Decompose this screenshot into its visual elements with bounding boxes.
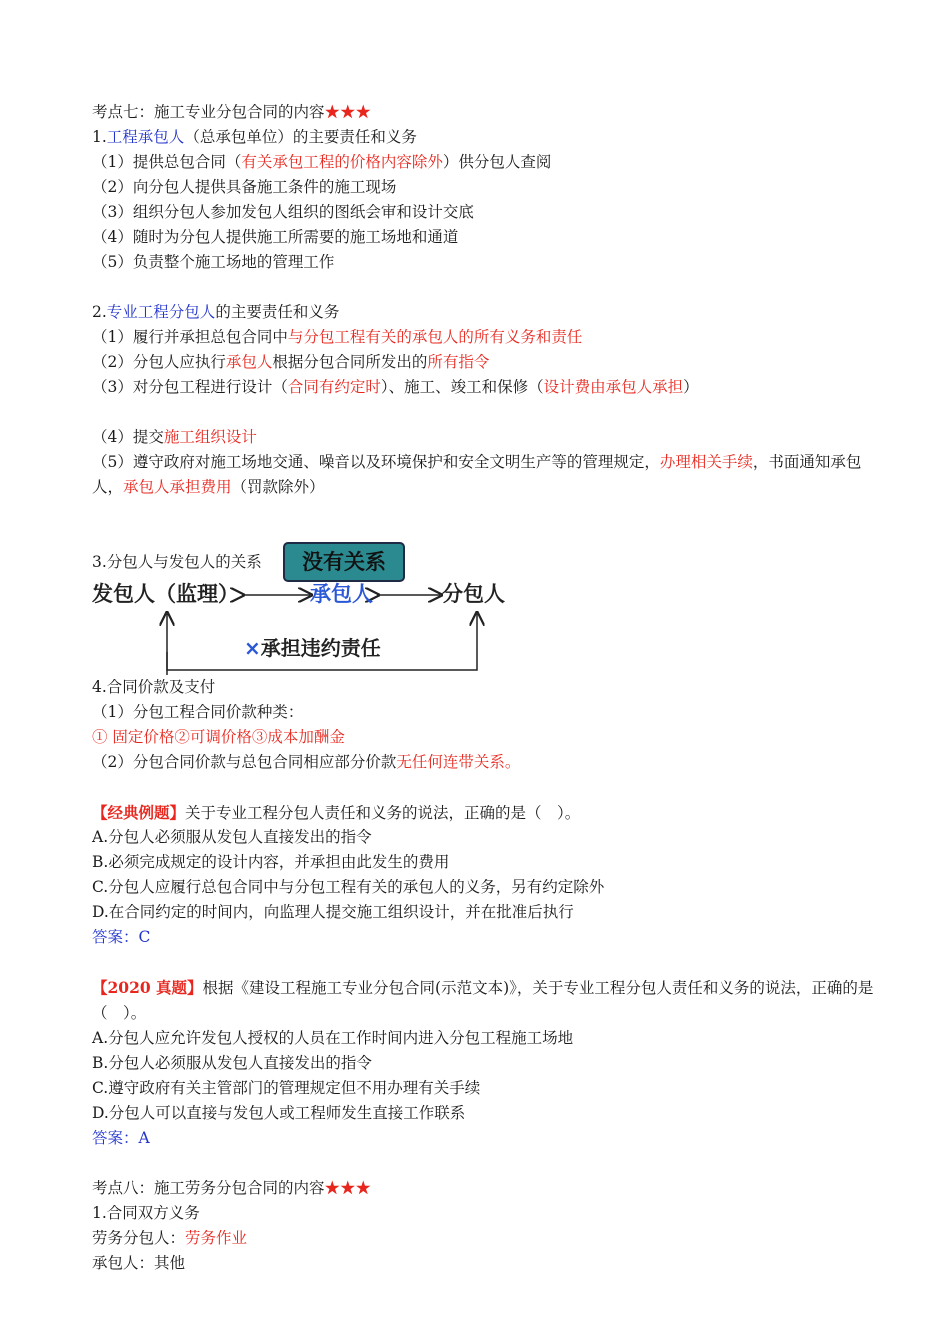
text: （2）分包合同价款与总包合同相应部分价款 (92, 753, 397, 771)
heading-subcontractor-duties (92, 300, 892, 325)
highlight-text: 无任何连带关系。 (396, 753, 521, 771)
example-tag: 【经典例题】 (92, 803, 186, 822)
duty-item: （3）组织分包人参加发包人组织的图纸会审和设计交底 (92, 203, 474, 221)
heading-number: 1. (92, 128, 107, 146)
example-question (92, 800, 892, 825)
text: （3）对分包工程进行设计（ (92, 378, 288, 396)
node-contractor: 承包人 (310, 582, 373, 606)
highlight-text: 承包人承担费用 (123, 478, 232, 496)
text: ） (683, 378, 699, 396)
node-employer: 发包人（监理） (92, 582, 239, 606)
highlight-text: 劳务作业 (185, 1229, 248, 1247)
text: （罚款除外） (231, 478, 325, 496)
bottom-label (244, 635, 381, 661)
star-rating: ★★★ (324, 103, 372, 121)
payment-item: （1）分包工程合同价款种类： (92, 703, 304, 721)
option-c: C.分包人应履行总包合同中与分包工程有关的承包人的义务，另有约定除外 (92, 878, 605, 896)
question-text: 根据《建设工程施工专业分包合同(示范文本)》，关于专业工程分包人责任和义务的说法，正确的是（ ）。 (92, 979, 874, 1022)
exam-question (92, 975, 892, 1026)
highlight-text: 有关承包工程的价格内容除外 (241, 153, 443, 171)
text: 劳务分包人： (92, 1229, 186, 1247)
spacer (92, 275, 892, 300)
heading-obligations: 1.合同双方义务 (92, 1204, 200, 1222)
text: （2）分包人应执行 (92, 353, 226, 371)
no-relation-box: 没有关系 (283, 542, 405, 582)
question-text: 关于专业工程分包人责任和义务的说法，正确的是（ ）。 (185, 804, 581, 822)
duty-item: （2）向分包人提供具备施工条件的施工现场 (92, 178, 397, 196)
highlight-text: 施工组织设计 (163, 428, 257, 446)
payment-types: ① 固定价格②可调价格③成本加酬金 (92, 728, 345, 746)
highlight-text: 合同有约定时 (287, 378, 381, 396)
relationship-diagram (92, 550, 892, 675)
text: ）供分包人查阅 (442, 153, 552, 171)
section-8-title (92, 1176, 892, 1201)
duty-item (92, 450, 892, 500)
spacer (92, 1151, 892, 1176)
subcontractor-link[interactable]: 专业工程分包人 (106, 303, 216, 321)
exam-tag: 【2020 真题】 (92, 978, 203, 997)
heading-relationship: 3.分包人与发包人的关系 (92, 553, 262, 571)
node-subcontractor: 分包人 (442, 582, 505, 606)
heading-rest: （总承包单位）的主要责任和义务 (184, 128, 417, 146)
spacer (92, 525, 892, 550)
label-text: 承担违约责任 (260, 636, 381, 660)
duty-item (92, 325, 892, 350)
highlight-text: 所有指令 (427, 353, 490, 371)
title-text: 考点八：施工劳务分包合同的内容 (92, 1179, 325, 1197)
duty-item: （4）随时为分包人提供施工所需要的施工场地和通道 (92, 228, 459, 246)
option-a: A.分包人必须服从发包人直接发出的指令 (92, 828, 372, 846)
text: ）、施工、竣工和保修（ (380, 378, 544, 396)
heading-payment: 4.合同价款及支付 (92, 678, 216, 696)
option-b: B.分包人必须服从发包人直接发出的指令 (92, 1054, 372, 1072)
option-a: A.分包人应允许发包人授权的人员在工作时间内进入分包工程施工场地 (92, 1029, 574, 1047)
cross-icon: × (244, 636, 261, 660)
text: （1）履行并承担总包合同中 (92, 328, 288, 346)
obligation-item (92, 1226, 892, 1251)
duty-item (92, 150, 892, 175)
text: ，书面通知承包人， (92, 453, 862, 496)
answer: 答案：C (92, 928, 151, 946)
text: （1）提供总包合同（ (92, 153, 242, 171)
answer: 答案：A (92, 1129, 150, 1147)
heading-rest: 的主要责任和义务 (215, 303, 340, 321)
option-d: D.在合同约定的时间内，向监理人提交施工组织设计，并在批准后执行 (92, 903, 574, 921)
spacer (92, 950, 892, 975)
contractor-link[interactable]: 工程承包人 (106, 128, 185, 146)
document-page (92, 100, 892, 1276)
star-rating: ★★★ (324, 1179, 372, 1197)
heading-number: 2. (92, 303, 107, 321)
option-b: B.必须完成规定的设计内容，并承担由此发生的费用 (92, 853, 450, 871)
payment-item (92, 750, 892, 775)
spacer (92, 400, 892, 425)
text: （4）提交 (92, 428, 164, 446)
highlight-text: 办理相关手续 (659, 453, 753, 471)
text: （5）遵守政府对施工场地交通、噪音以及环境保护和安全文明生产等的管理规定， (92, 453, 660, 471)
highlight-text: 承包人 (225, 353, 273, 371)
title-text: 考点七：施工专业分包合同的内容 (92, 103, 325, 121)
option-c: C.遵守政府有关主管部门的管理规定但不用办理有关手续 (92, 1079, 481, 1097)
highlight-text: 与分包工程有关的承包人的所有义务和责任 (287, 328, 583, 346)
duty-item (92, 350, 892, 375)
option-d: D.分包人可以直接与发包人或工程师发生直接工作联系 (92, 1104, 466, 1122)
spacer (92, 775, 892, 800)
duty-item (92, 425, 892, 450)
heading-contractor-duties (92, 125, 892, 150)
duty-item: （5）负责整个施工场地的管理工作 (92, 253, 335, 271)
spacer (92, 500, 892, 525)
highlight-text: 设计费由承包人承担 (543, 378, 684, 396)
duty-item (92, 375, 892, 400)
section-7-title (92, 100, 892, 125)
obligation-item: 承包人：其他 (92, 1254, 186, 1272)
text: 根据分包合同所发出的 (272, 353, 428, 371)
